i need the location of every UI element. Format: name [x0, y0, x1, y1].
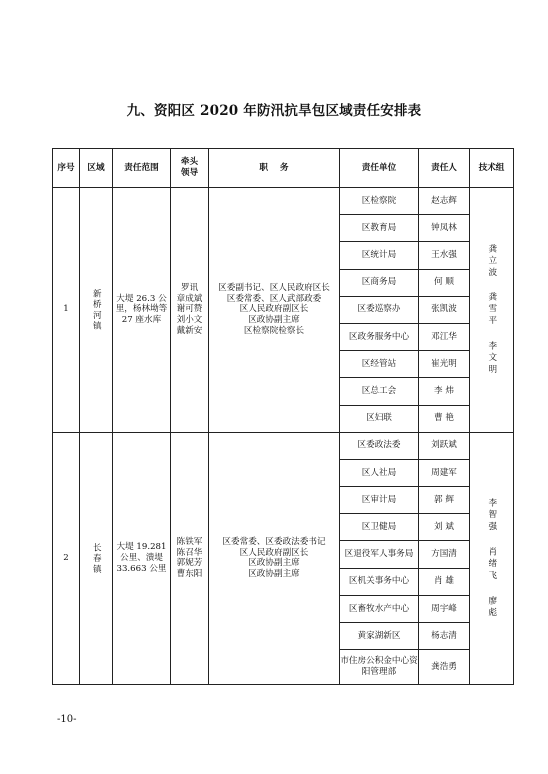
region-name: 新桥河镇: [91, 288, 102, 332]
person-cell: 刘跃斌: [419, 432, 470, 459]
unit-cell: 区统计局: [340, 242, 419, 269]
header-unit: 责任单位: [340, 149, 419, 188]
person-cell: 肖 雄: [419, 568, 470, 595]
unit-cell: 区检察院: [340, 188, 419, 215]
person-cell: 杨志清: [419, 623, 470, 650]
table-row: [53, 432, 514, 459]
person-cell: 何 顺: [419, 269, 470, 296]
leader-name: 郭妮芳: [176, 558, 203, 569]
leader-name: 曹东阳: [176, 569, 203, 580]
person-cell: 方国清: [419, 541, 470, 568]
duty-line: 区政协副主席: [248, 558, 300, 569]
person-cell: 崔光明: [419, 351, 470, 378]
unit-cell: 市住房公积金中心资阳管理部: [340, 650, 419, 685]
person-cell: 张凯波: [419, 296, 470, 323]
page-number: -10-: [57, 714, 77, 725]
duty-line: 区委常委、区委政法委书记: [222, 536, 326, 547]
scope-cell: 大堤 19.281 公里、溃堤 33.663 公里: [113, 432, 171, 685]
seq-cell: 2: [53, 432, 80, 685]
person-cell: 龚浩勇: [419, 650, 470, 685]
tech-member: 肖绪飞: [486, 546, 497, 582]
leader-name: 刘小文: [176, 315, 203, 326]
person-cell: 王水强: [419, 242, 470, 269]
person-cell: 刘 斌: [419, 514, 470, 541]
unit-cell: 区人社局: [340, 459, 419, 486]
duty-line: 区检察院检察长: [243, 325, 305, 336]
tech-cell: [470, 188, 514, 433]
header-tech: 技术组: [470, 149, 514, 188]
tech-member: 龚雪平: [486, 292, 497, 328]
unit-cell: 区商务局: [340, 269, 419, 296]
leader-name: 陈召华: [176, 547, 203, 558]
region-name: 长春镇: [91, 542, 102, 575]
person-cell: 赵志辉: [419, 188, 470, 215]
leader-name: 罗讯: [180, 283, 199, 293]
leader-cell: [171, 432, 209, 685]
duty-line: 区政协副主席: [248, 315, 300, 326]
person-cell: 曹 艳: [419, 405, 470, 432]
seq-cell: 1: [53, 188, 80, 433]
leader-name: 谢可赞: [176, 304, 203, 315]
responsibility-table: [52, 148, 514, 685]
duty-cell: [209, 432, 340, 685]
person-cell: 李 炜: [419, 378, 470, 405]
leader-name: 陈铁军: [176, 536, 203, 547]
duty-cell: [209, 188, 340, 433]
unit-cell: 区委政法委: [340, 432, 419, 459]
unit-cell: 区卫健局: [340, 514, 419, 541]
header-person: 责任人: [419, 149, 470, 188]
unit-cell: 区审计局: [340, 487, 419, 514]
duty-line: 区政协副主席: [248, 569, 300, 580]
unit-cell: 区经管站: [340, 351, 419, 378]
unit-cell: 区政务服务中心: [340, 323, 419, 350]
duty-line: 区人民政府副区长: [239, 547, 309, 558]
duty-line: 区委常委、区人武部政委: [226, 293, 322, 304]
unit-cell: 区教育局: [340, 215, 419, 242]
duty-line: 区委副书记、区人民政府区长: [218, 283, 330, 293]
table-row: [53, 188, 514, 215]
person-cell: 郭 辉: [419, 487, 470, 514]
tech-member: 李智强: [486, 498, 497, 533]
tech-member: 李文明: [486, 341, 497, 377]
person-cell: 周宇峰: [419, 595, 470, 622]
leader-name: 戴新安: [176, 325, 203, 336]
duty-line: 区人民政府副区长: [239, 304, 309, 315]
leader-name: 章成斌: [176, 293, 203, 304]
header-scope: 责任范围: [113, 149, 171, 188]
unit-cell: 区退役军人事务局: [340, 541, 419, 568]
region-cell: [80, 432, 113, 685]
region-cell: [80, 188, 113, 433]
person-cell: 周建军: [419, 459, 470, 486]
tech-cell: [470, 432, 514, 685]
person-cell: 钟凤林: [419, 215, 470, 242]
unit-cell: 区总工会: [340, 378, 419, 405]
header-duty: 职 务: [209, 149, 340, 188]
unit-cell: 黄家湖新区: [340, 623, 419, 650]
tech-member: 廖彪: [486, 595, 497, 619]
header-leader: 牵头领导: [171, 149, 209, 188]
header-seq: 序号: [53, 149, 80, 188]
unit-cell: 区畜牧水产中心: [340, 595, 419, 622]
person-cell: 邓江华: [419, 323, 470, 350]
unit-cell: 区机关事务中心: [340, 568, 419, 595]
table-header-row: [53, 149, 514, 188]
page-title: 九、资阳区 2020 年防汛抗旱包区域责任安排表: [126, 103, 422, 119]
unit-cell: 区委巡察办: [340, 296, 419, 323]
scope-cell: 大堤 26.3 公里，杨林坳等 27 座水库: [113, 188, 171, 433]
leader-cell: [171, 188, 209, 433]
tech-member: 龚立波: [486, 243, 497, 279]
unit-cell: 区妇联: [340, 405, 419, 432]
header-region: 区域: [80, 149, 113, 188]
